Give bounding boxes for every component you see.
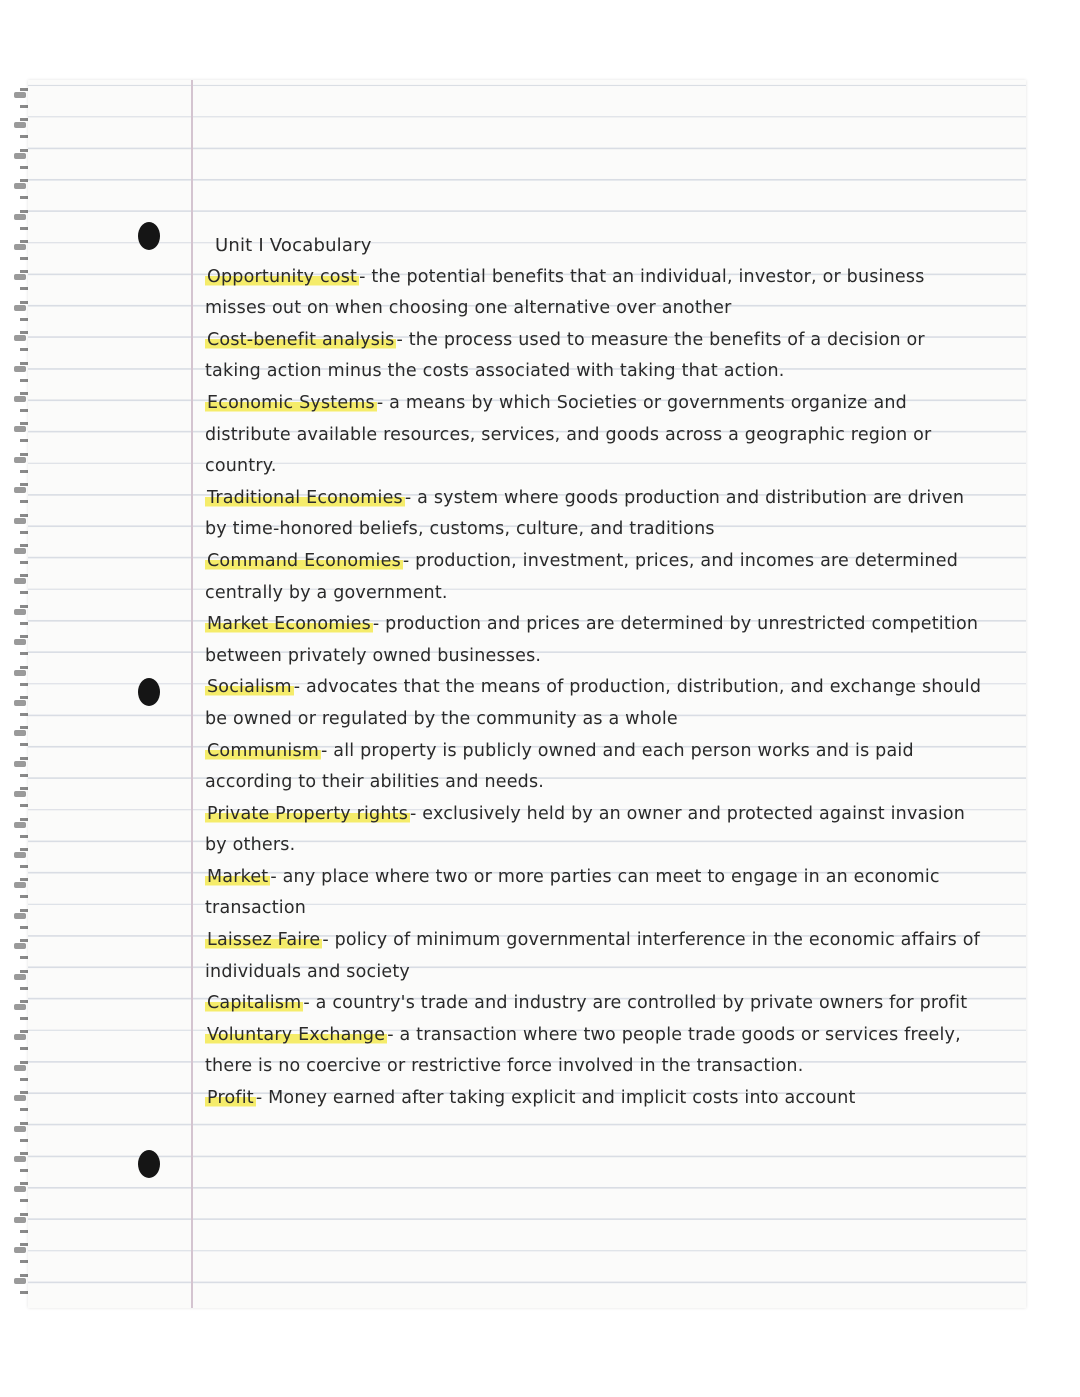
spiral-tip <box>14 1278 26 1284</box>
vocab-term: Profit <box>207 1088 254 1109</box>
spiral-tip <box>14 153 26 159</box>
vocab-term: Capitalism <box>207 993 302 1014</box>
vocab-entry <box>205 672 985 735</box>
vocab-entry <box>205 1020 985 1083</box>
vocab-term: Command Economies <box>207 550 401 571</box>
spiral-tip <box>14 335 26 341</box>
vocab-entry <box>205 262 985 325</box>
vocab-term: Private Property rights <box>207 803 409 824</box>
vocab-definition: - a country's trade and industry are controlled by private owners for profit <box>303 993 968 1014</box>
spiral-tip <box>14 305 26 311</box>
spiral-tip <box>14 578 26 584</box>
spiral-tip <box>14 670 26 676</box>
spiral-tip <box>14 609 26 615</box>
spiral-tip <box>14 730 26 736</box>
spiral-tip <box>14 882 26 888</box>
spiral-tip <box>14 700 26 706</box>
spiral-tip <box>14 244 26 250</box>
vocab-definition: - any place where two or more parties can meet to engage in an economic transaction <box>205 866 940 919</box>
vocab-entry <box>205 483 985 546</box>
vocab-term: Laissez Faire <box>207 930 321 951</box>
spiral-tip <box>14 913 26 919</box>
punch-hole <box>138 678 160 706</box>
spiral-tip <box>14 366 26 372</box>
vocab-definition: - a means by which Societies or governments organize and distribute available resources, services, and goods across a geographic region or country. <box>205 392 932 477</box>
vocab-definition: - a transaction where two people trade goods or services freely, there is no coercive or restrictive force involved in the transaction. <box>205 1024 961 1077</box>
spiral-tip <box>14 943 26 949</box>
vocab-entry <box>205 388 985 483</box>
margin-line <box>191 80 193 1308</box>
spiral-tip <box>14 1126 26 1132</box>
spiral-tip <box>14 396 26 402</box>
spiral-tip <box>14 1004 26 1010</box>
spiral-tip <box>14 426 26 432</box>
vocab-term: Market <box>207 866 269 887</box>
spiral-tip <box>14 852 26 858</box>
vocab-term: Communism <box>207 740 320 761</box>
spiral-tip <box>14 1065 26 1071</box>
vocab-definition: - Money earned after taking explicit and implicit costs into account <box>255 1088 856 1109</box>
punch-hole <box>138 222 160 250</box>
spiral-tip <box>14 761 26 767</box>
vocab-term: Opportunity cost <box>207 266 358 287</box>
spiral-tip <box>14 1095 26 1101</box>
vocab-term: Voluntary Exchange <box>207 1024 386 1045</box>
spiral-tip <box>14 1247 26 1253</box>
spiral-tip <box>14 487 26 493</box>
vocab-definition: - the potential benefits that an individual, investor, or business misses out on when choosing one alternative over another <box>205 266 925 319</box>
spiral-tip <box>14 822 26 828</box>
vocab-entry <box>205 736 985 799</box>
vocab-entry <box>205 799 985 862</box>
spiral-tip <box>14 974 26 980</box>
vocab-definition: - a system where goods production and distribution are driven by time-honored beliefs, customs, culture, and traditions <box>205 487 965 540</box>
vocab-entry <box>205 546 985 609</box>
vocab-definition: - policy of minimum governmental interference in the economic affairs of individuals and society <box>205 930 981 982</box>
spiral-tip <box>14 214 26 220</box>
spiral-tip <box>14 791 26 797</box>
vocab-term: Economic Systems <box>207 392 375 413</box>
page-title: Unit I Vocabulary <box>215 235 372 256</box>
vocab-entry <box>205 1083 985 1115</box>
spiral-tip <box>14 1034 26 1040</box>
vocab-term: Socialism <box>207 677 292 698</box>
spiral-tip <box>14 1156 26 1162</box>
vocab-entry <box>205 609 985 672</box>
vocab-term: Traditional Economies <box>207 487 403 508</box>
punch-hole <box>138 1150 160 1178</box>
vocab-entry <box>205 988 985 1020</box>
spiral-tip <box>14 1217 26 1223</box>
vocab-definition: - all property is publicly owned and each person works and is paid according to their abilities and needs. <box>205 740 914 793</box>
vocab-entry <box>205 325 985 388</box>
vocab-entry <box>205 925 985 988</box>
spiral-tip <box>14 183 26 189</box>
vocab-definition: - advocates that the means of production, distribution, and exchange should be owned or regulated by the community as a whole <box>205 677 982 729</box>
vocabulary-list <box>205 262 985 1115</box>
spiral-tip <box>14 548 26 554</box>
vocab-definition: - the process used to measure the benefits of a decision or taking action minus the costs associated with taking that action. <box>205 329 925 382</box>
vocab-term: Cost-benefit analysis <box>207 329 395 350</box>
spiral-tip <box>14 274 26 280</box>
vocab-entry <box>205 862 985 925</box>
vocab-term: Market Economies <box>207 614 371 635</box>
spiral-tip <box>14 1186 26 1192</box>
spiral-tip <box>14 122 26 128</box>
spiral-tip <box>14 457 26 463</box>
spiral-tip <box>14 92 26 98</box>
vocab-definition: - production and prices are determined by unrestricted competition between privately owned businesses. <box>205 614 979 666</box>
vocabulary-notes <box>205 230 985 1115</box>
vocab-definition: - production, investment, prices, and incomes are determined centrally by a government. <box>205 550 958 603</box>
vocab-definition: - exclusively held by an owner and protected against invasion by others. <box>205 803 966 856</box>
spiral-tip <box>14 518 26 524</box>
spiral-tip <box>14 639 26 645</box>
